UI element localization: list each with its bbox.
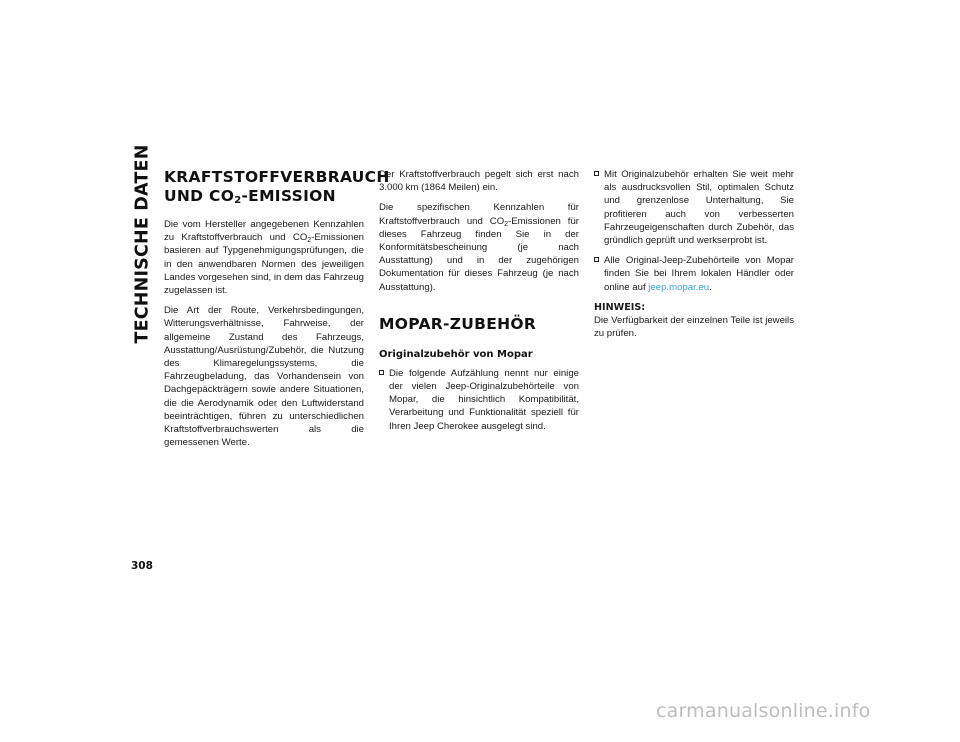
mopar-heading: MOPAR-ZUBEHÖR xyxy=(379,314,537,333)
column-3 xyxy=(594,168,794,347)
mopar-link[interactable]: jeep.mopar.eu xyxy=(648,281,710,293)
list-item-text: Alle Original-Jeep-Zubehörteile von Mopar finden Sie bei Ihrem lokalen Händler oder online auf xyxy=(604,255,794,293)
mopar-list-2 xyxy=(594,168,794,294)
note-label: HINWEIS: xyxy=(594,301,646,313)
mopar-subheading: Originalzubehör von Mopar xyxy=(379,348,533,360)
fuel-heading-line2-post: -EMISSION xyxy=(241,187,336,205)
fuel-paragraph-2: Die Art der Route, Verkehrsbedingungen, Witterungsverhältnisse, Fahrweise, der allgemeine Zustand des Fahrzeugs, Ausstattung/Ausrüstung/Zubehör, die Nutzung des Klimaregelungssystems, die Fahrzeugbeladung, das Vorhandensein von Dachgepäckträgern sowie andere Situationen, die die Aerodynamik oder den Luftwiderstand beeinträchtigen, führen zu unterschiedlichen Kraftstoffverbrauchswerten als die gemessenen Werte. xyxy=(164,305,364,449)
fuel-p4-post: -Emissionen für dieses Fahrzeug finden Sie in der Konformitätsbescheinung (je nach Ausstattung) und in der zugehörigen Dokumentation für dieses Fahrzeug (je nach Ausstattung). xyxy=(379,215,579,293)
fuel-heading xyxy=(164,168,390,206)
square-bullet-icon xyxy=(379,370,384,375)
watermark: carmanualsonline.info xyxy=(656,700,871,722)
fuel-heading-sub: 2 xyxy=(234,195,242,206)
section-tab xyxy=(128,144,158,344)
fuel-paragraph-4 xyxy=(379,201,579,293)
fuel-heading-line2-pre: UND CO xyxy=(164,187,235,205)
fuel-p1-pre: Die vom Hersteller angegebenen Kennzahlen zu Kraftstoffverbrauch und CO xyxy=(164,219,364,244)
list-item-text-end: . xyxy=(709,281,712,293)
fuel-p1-post: -Emissionen basieren auf Typgenehmigungsprüfungen, die in den anwendbaren Normen des jeweiligen Landes vorgesehen sind, in dem das Fahrzeug zugelassen ist. xyxy=(164,232,364,297)
fuel-paragraph-1 xyxy=(164,218,364,297)
note-text: Die Verfügbarkeit der einzelnen Teile ist jeweils zu prüfen. xyxy=(594,315,794,340)
fuel-p1-sub: 2 xyxy=(307,237,312,245)
square-bullet-icon xyxy=(594,171,599,176)
column-1 xyxy=(164,168,390,456)
page-number: 308 xyxy=(131,560,153,572)
list-item xyxy=(379,367,579,433)
list-item-text: Die folgende Aufzählung nennt nur einige der vielen Jeep-Originalzubehörteile von Mopar, die hinsichtlich Kompatibilität, Verarbeitung und Funktionalität speziell für Ihren Jeep Cherokee ausgelegt sind. xyxy=(389,367,579,432)
list-item-text: Mit Originalzubehör erhalten Sie weit mehr als ausdrucksvollen Stil, optimalen Schutz und grenzenlose Unterhaltung, Sie profitieren auch von verbesserten Fahrzeugeigenschaften durch Zubehör, das gründlich geprüft und werkserprobt ist. xyxy=(604,169,794,247)
fuel-paragraph-3: Der Kraftstoffverbrauch pegelt sich erst nach 3.000 km (1864 Meilen) ein. xyxy=(379,169,579,194)
mopar-list-1 xyxy=(379,367,579,433)
section-tab-label: TECHNISCHE DATEN xyxy=(133,144,154,344)
fuel-p4-sub: 2 xyxy=(504,220,509,228)
column-2 xyxy=(379,168,579,440)
list-item xyxy=(594,254,794,294)
fuel-p4-pre: Die spezifischen Kennzahlen für Kraftstoffverbrauch und CO xyxy=(379,202,579,227)
list-item xyxy=(594,168,794,247)
fuel-heading-line1: KRAFTSTOFFVERBRAUCH xyxy=(164,168,390,186)
square-bullet-icon xyxy=(594,257,599,262)
note xyxy=(594,301,794,341)
